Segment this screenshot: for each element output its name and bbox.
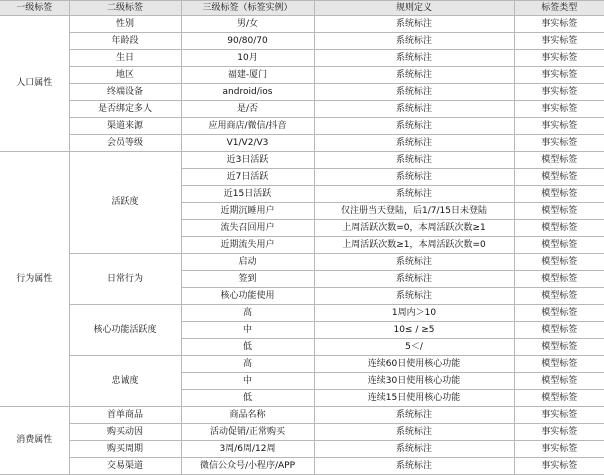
rule-cell: 10≤ / ≥5 — [314, 322, 514, 339]
type-cell: 模型标签 — [514, 339, 604, 356]
type-cell: 模型标签 — [514, 356, 604, 373]
type-cell: 事实标签 — [514, 101, 604, 118]
table-row — [0, 424, 604, 441]
type-cell: 模型标签 — [514, 220, 604, 237]
type-cell: 模型标签 — [514, 186, 604, 203]
rule-cell: 系统标注 — [314, 84, 514, 101]
type-cell: 事实标签 — [514, 33, 604, 50]
level3-cell: 流失召回用户 — [181, 220, 314, 237]
rule-cell: 系统标注 — [314, 169, 514, 186]
level3-cell: 90/80/70 — [181, 33, 314, 50]
level3-cell: 中 — [181, 373, 314, 390]
level3-cell: 中 — [181, 322, 314, 339]
level2-cell: 是否绑定多人 — [69, 101, 181, 118]
table-row — [0, 305, 604, 322]
level2-cell: 性别 — [69, 16, 181, 33]
table-row — [0, 84, 604, 101]
type-cell: 模型标签 — [514, 254, 604, 271]
level3-cell: 3周/6周/12周 — [181, 441, 314, 458]
rule-cell: 系统标注 — [314, 152, 514, 169]
table-row — [0, 33, 604, 50]
rule-cell: 系统标注 — [314, 50, 514, 67]
level3-cell: 应用商店/微信/抖音 — [181, 118, 314, 135]
type-cell: 模型标签 — [514, 322, 604, 339]
level2-cell: 交易渠道 — [69, 458, 181, 475]
rule-cell: 系统标注 — [314, 271, 514, 288]
table-row — [0, 356, 604, 373]
type-cell: 事实标签 — [514, 407, 604, 424]
table-row — [0, 50, 604, 67]
level3-cell: 近期沉睡用户 — [181, 203, 314, 220]
table-row — [0, 16, 604, 33]
type-cell: 模型标签 — [514, 169, 604, 186]
rule-cell: 连续30日使用核心功能 — [314, 373, 514, 390]
level3-cell: 启动 — [181, 254, 314, 271]
level3-cell: 活动促销/正常购买 — [181, 424, 314, 441]
level3-cell: 签到 — [181, 271, 314, 288]
rule-cell: 系统标注 — [314, 135, 514, 152]
rule-cell: 上周活跃次数≥1，本周活跃次数=0 — [314, 237, 514, 254]
level3-cell: 近3日活跃 — [181, 152, 314, 169]
table-body — [0, 16, 604, 475]
level2-cell: 会员等级 — [69, 135, 181, 152]
table-row — [0, 101, 604, 118]
rule-cell: 系统标注 — [314, 67, 514, 84]
type-cell: 模型标签 — [514, 271, 604, 288]
level3-cell: 高 — [181, 356, 314, 373]
level2-cell: 忠诚度 — [69, 356, 181, 407]
type-cell: 模型标签 — [514, 152, 604, 169]
type-cell: 模型标签 — [514, 390, 604, 407]
type-cell: 模型标签 — [514, 305, 604, 322]
level1-cell: 消费属性 — [0, 407, 69, 475]
type-cell: 事实标签 — [514, 84, 604, 101]
level2-cell: 地区 — [69, 67, 181, 84]
rule-cell: 连续15日使用核心功能 — [314, 390, 514, 407]
type-cell: 事实标签 — [514, 441, 604, 458]
header-type: 标签类型 — [514, 1, 604, 16]
type-cell: 事实标签 — [514, 16, 604, 33]
level3-cell: 低 — [181, 390, 314, 407]
type-cell: 事实标签 — [514, 50, 604, 67]
level2-cell: 终端设备 — [69, 84, 181, 101]
type-cell: 事实标签 — [514, 424, 604, 441]
level3-cell: 商品名称 — [181, 407, 314, 424]
rule-cell: 系统标注 — [314, 424, 514, 441]
header-row — [0, 1, 604, 16]
type-cell: 模型标签 — [514, 237, 604, 254]
level1-cell: 行为属性 — [0, 152, 69, 407]
table-row — [0, 118, 604, 135]
rule-cell: 系统标注 — [314, 407, 514, 424]
table-row — [0, 254, 604, 271]
rule-cell: 系统标注 — [314, 441, 514, 458]
level3-cell: 福建-厦门 — [181, 67, 314, 84]
type-cell: 事实标签 — [514, 458, 604, 475]
table-row — [0, 135, 604, 152]
type-cell: 事实标签 — [514, 67, 604, 84]
type-cell: 事实标签 — [514, 118, 604, 135]
rule-cell: 连续60日使用核心功能 — [314, 356, 514, 373]
type-cell: 模型标签 — [514, 203, 604, 220]
header-level3: 三级标签（标签实例） — [181, 1, 314, 16]
table-row — [0, 441, 604, 458]
rule-cell: 系统标注 — [314, 101, 514, 118]
level2-cell: 年龄段 — [69, 33, 181, 50]
level3-cell: 10月 — [181, 50, 314, 67]
table-row — [0, 458, 604, 475]
level2-cell: 购买动因 — [69, 424, 181, 441]
rule-cell: 系统标注 — [314, 118, 514, 135]
rule-cell: 系统标注 — [314, 458, 514, 475]
rule-cell: 1周内＞10 — [314, 305, 514, 322]
rule-cell: 系统标注 — [314, 33, 514, 50]
level3-cell: V1/V2/V3 — [181, 135, 314, 152]
level1-cell: 人口属性 — [0, 16, 69, 152]
level3-cell: 高 — [181, 305, 314, 322]
header-level2: 二级标签 — [69, 1, 181, 16]
header-rule: 规则定义 — [314, 1, 514, 16]
rule-cell: 系统标注 — [314, 288, 514, 305]
header-level1: 一级标签 — [0, 1, 69, 16]
type-cell: 事实标签 — [514, 135, 604, 152]
level3-cell: 核心功能使用 — [181, 288, 314, 305]
rule-cell: 系统标注 — [314, 186, 514, 203]
level2-cell: 核心功能活跃度 — [69, 305, 181, 356]
table-header — [0, 1, 604, 16]
rule-cell: 5＜/ — [314, 339, 514, 356]
level3-cell: 近15日活跃 — [181, 186, 314, 203]
level3-cell: 近期流失用户 — [181, 237, 314, 254]
level2-cell: 活跃度 — [69, 152, 181, 254]
rule-cell: 仅注册当天登陆，后1/7/15日未登陆 — [314, 203, 514, 220]
rule-cell: 系统标注 — [314, 254, 514, 271]
level2-cell: 首单商品 — [69, 407, 181, 424]
type-cell: 模型标签 — [514, 373, 604, 390]
level2-cell: 渠道来源 — [69, 118, 181, 135]
level2-cell: 日常行为 — [69, 254, 181, 305]
rule-cell: 上周活跃次数=0，本周活跃次数≥1 — [314, 220, 514, 237]
level3-cell: 低 — [181, 339, 314, 356]
level3-cell: 是/否 — [181, 101, 314, 118]
level3-cell: 微信公众号/小程序/APP — [181, 458, 314, 475]
table-row — [0, 67, 604, 84]
level2-cell: 购买周期 — [69, 441, 181, 458]
level3-cell: android/ios — [181, 84, 314, 101]
level3-cell: 男/女 — [181, 16, 314, 33]
table-row — [0, 407, 604, 424]
type-cell: 模型标签 — [514, 288, 604, 305]
table-row — [0, 152, 604, 169]
level3-cell: 近7日活跃 — [181, 169, 314, 186]
rule-cell: 系统标注 — [314, 16, 514, 33]
level2-cell: 生日 — [69, 50, 181, 67]
